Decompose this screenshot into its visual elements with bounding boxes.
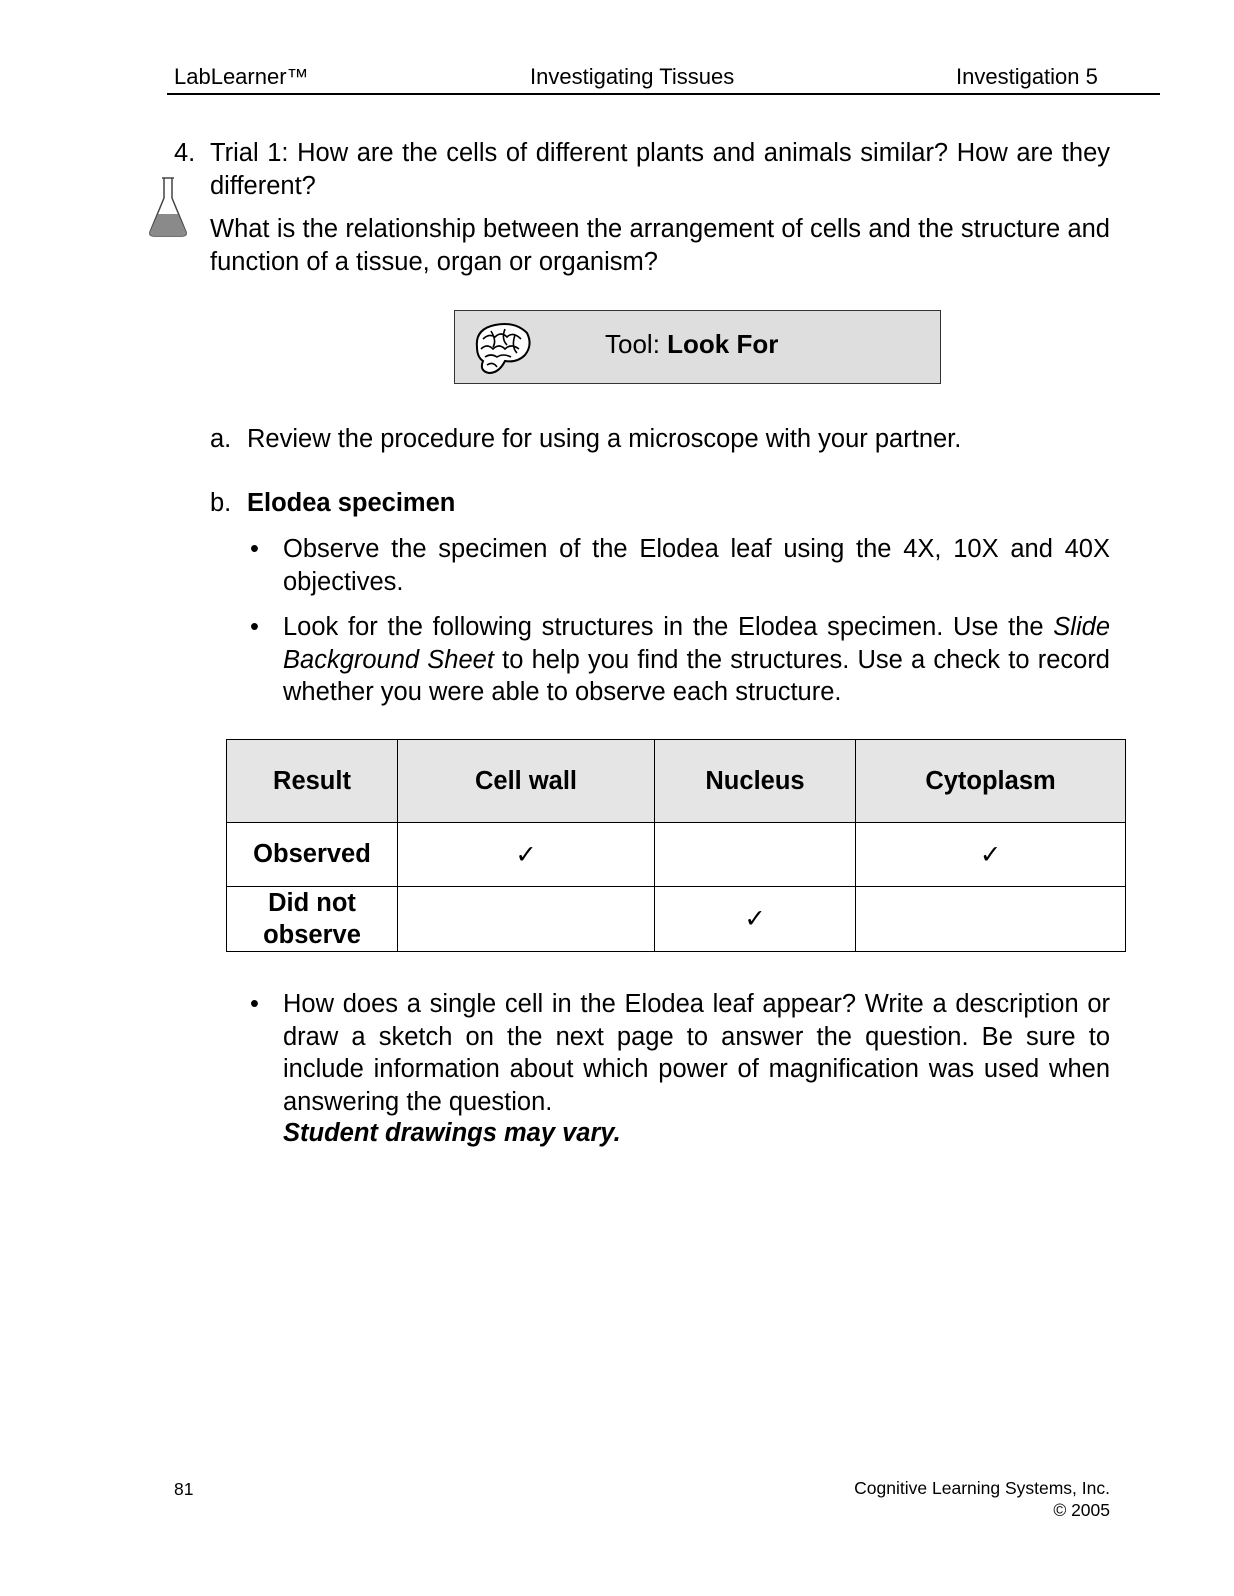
check-cell[interactable] bbox=[655, 823, 856, 887]
header-result: Result bbox=[227, 740, 398, 823]
step-a-label: a. bbox=[210, 425, 232, 453]
check-cell[interactable] bbox=[856, 887, 1126, 952]
page-number: 81 bbox=[174, 1479, 194, 1499]
question-number: 4. bbox=[174, 139, 196, 167]
header-center: Investigating Tissues bbox=[530, 64, 735, 89]
check-cell[interactable] bbox=[398, 887, 655, 952]
bullet-dot: • bbox=[250, 535, 259, 563]
bullet-2 bbox=[283, 611, 1110, 709]
header-left: LabLearner™ bbox=[174, 64, 309, 89]
footer-company: Cognitive Learning Systems, Inc. bbox=[854, 1478, 1110, 1498]
bullet-dot: • bbox=[250, 990, 259, 1018]
bullet-2-pre: Look for the following structures in the Elodea specimen. Use the bbox=[283, 613, 1054, 641]
tool-box bbox=[454, 310, 941, 384]
check-cell[interactable]: ✓ bbox=[655, 887, 856, 952]
header-cell-wall: Cell wall bbox=[398, 740, 655, 823]
bullet-2-italic: Slide Background Sheet bbox=[283, 613, 1110, 674]
table-row bbox=[227, 887, 1126, 952]
tool-name: Look For bbox=[667, 329, 779, 359]
check-cell[interactable]: ✓ bbox=[856, 823, 1126, 887]
results-table bbox=[226, 739, 1126, 952]
header-rule bbox=[167, 93, 1160, 95]
table-header-row bbox=[227, 740, 1126, 823]
row-label: Observed bbox=[227, 823, 398, 887]
brain-icon bbox=[471, 319, 533, 377]
step-b-title: Elodea specimen bbox=[247, 489, 456, 517]
header-cytoplasm: Cytoplasm bbox=[856, 740, 1126, 823]
row-label: Did not observe bbox=[227, 887, 398, 952]
tool-prefix: Tool: bbox=[605, 329, 668, 359]
step-a-text: Review the procedure for using a microscope with your partner. bbox=[247, 425, 962, 453]
check-cell[interactable]: ✓ bbox=[398, 823, 655, 887]
bullet-3: How does a single cell in the Elodea leaf appear? Write a description or draw a sketch on the next page to answer the question. Be sure to include information about which power of magnification was used when answering the question. bbox=[283, 990, 1110, 1116]
question-line-1: Trial 1: How are the cells of different plants and animals similar? How are they different? bbox=[210, 139, 1110, 200]
tool-label bbox=[605, 329, 778, 360]
header-nucleus: Nucleus bbox=[655, 740, 856, 823]
table-row bbox=[227, 823, 1126, 887]
bullet-dot: • bbox=[250, 613, 259, 641]
bullet-2-post: to help you find the structures. Use a check to record whether you were able to observe each structure. bbox=[283, 645, 1110, 706]
answer-note: Student drawings may vary. bbox=[283, 1119, 621, 1147]
step-b-label: b. bbox=[210, 489, 232, 517]
footer-copyright: © 2005 bbox=[1053, 1500, 1110, 1520]
flask-icon bbox=[146, 176, 190, 238]
header-right: Investigation 5 bbox=[956, 64, 1098, 89]
question-line-2: What is the relationship between the arrangement of cells and the structure and function of a tissue, organ or organism? bbox=[210, 215, 1110, 276]
bullet-1: Observe the specimen of the Elodea leaf using the 4X, 10X and 40X objectives. bbox=[283, 535, 1110, 596]
